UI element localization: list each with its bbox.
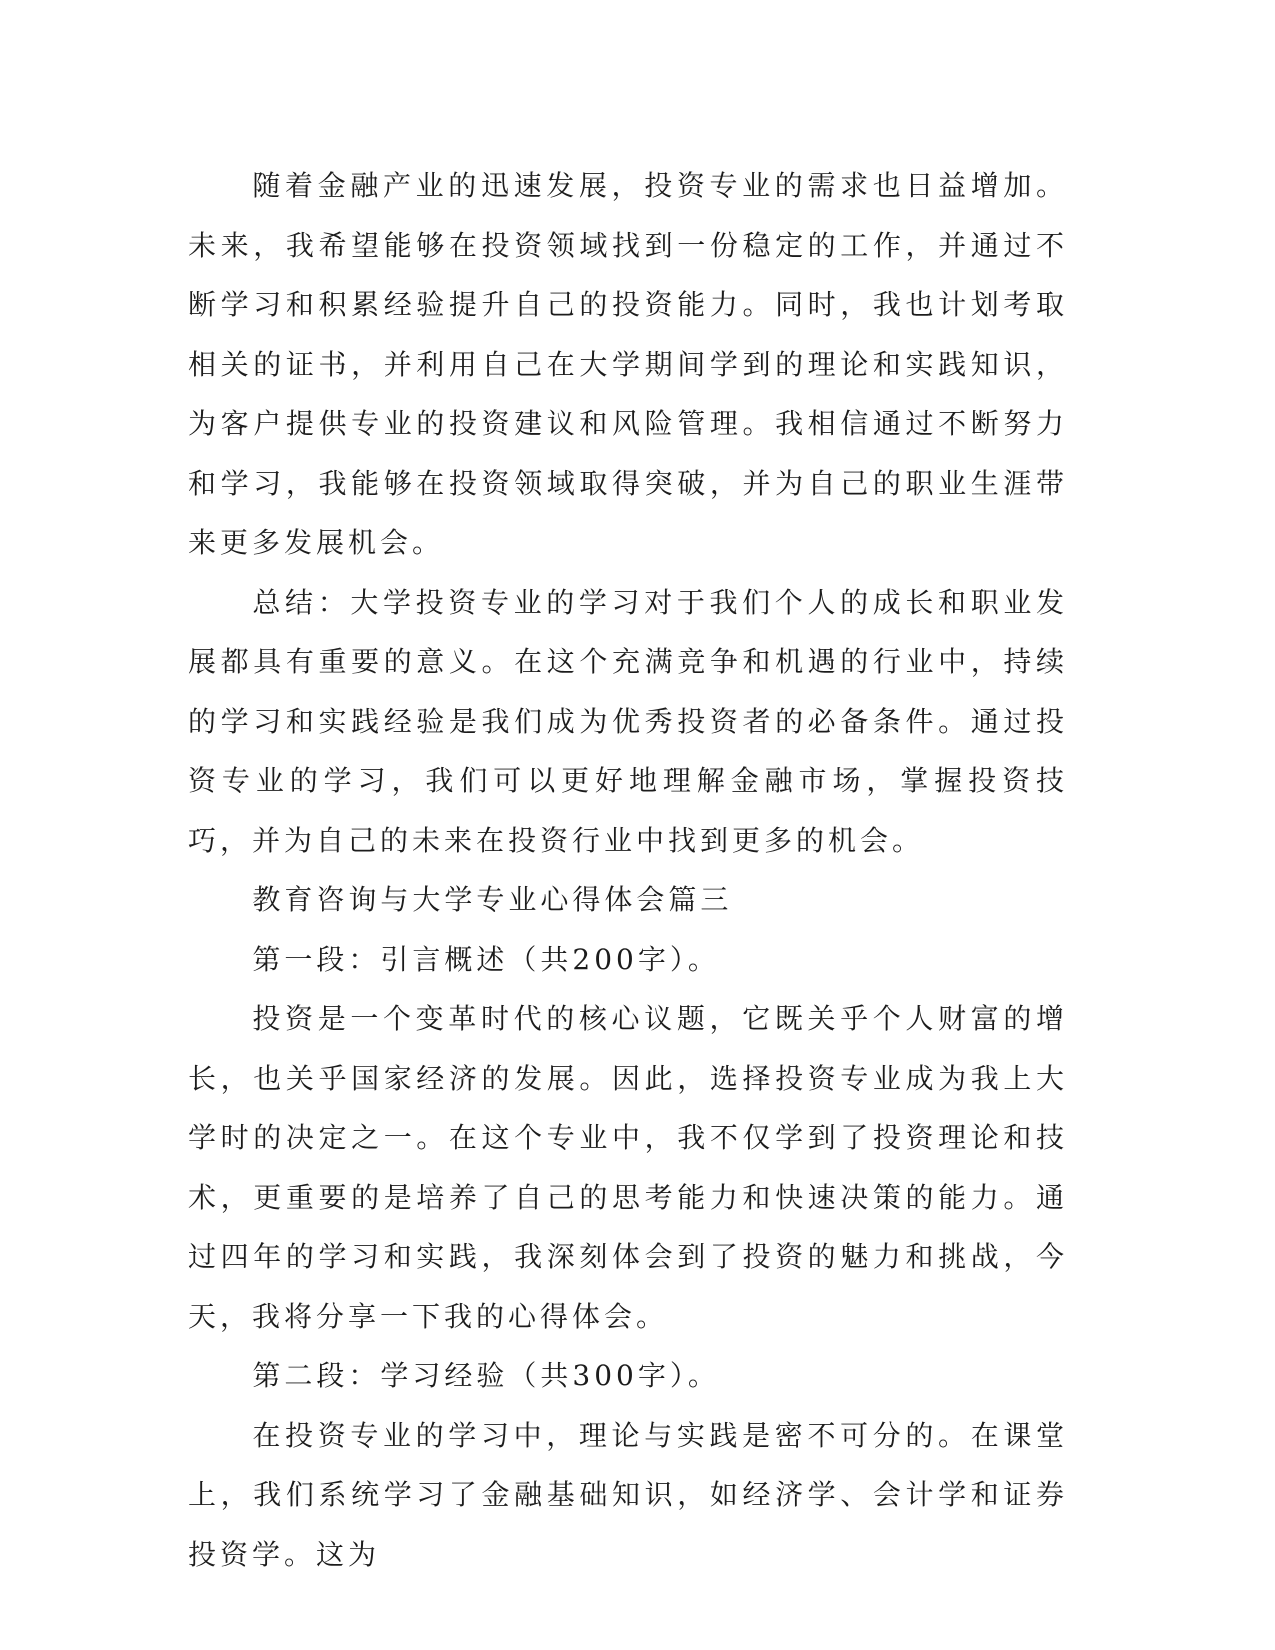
paragraph-learning-experience: 在投资专业的学习中，理论与实践是密不可分的。在课堂上，我们系统学习了金融基础知识，如经济学、会计学和证券投资学。这为 (188, 1418, 1068, 1571)
document-body (188, 156, 1068, 1584)
paragraph-introduction: 投资是一个变革时代的核心议题，它既关乎个人财富的增长，也关乎国家经济的发展。因此，选择投资专业成为我上大学时的决定之一。在这个专业中，我不仅学到了投资理论和技术，更重要的是培养了自己的思考能力和快速决策的能力。通过四年的学习和实践，我深刻体会到了投资的魅力和挑战，今天，我将分享一下我的心得体会。 (188, 1002, 1068, 1333)
section-heading-part-two: 第二段：学习经验（共300字）。 (252, 1359, 720, 1392)
paragraph-summary: 总结：大学投资专业的学习对于我们个人的成长和职业发展都具有重要的意义。在这个充满竞争和机遇的行业中，持续的学习和实践经验是我们成为优秀投资者的必备条件。通过投资专业的学习，我们可以更好地理解金融市场，掌握投资技巧，并为自己的未来在投资行业中找到更多的机会。 (188, 585, 1068, 857)
section-heading-part-one: 第一段：引言概述（共200字）。 (252, 942, 720, 976)
paragraph-career-plan: 随着金融产业的迅速发展，投资专业的需求也日益增加。未来，我希望能够在投资领域找到一份稳定的工作，并通过不断学习和积累经验提升自己的投资能力。同时，我也计划考取相关的证书，并利用自己在大学期间学到的理论和实践知识，为客户提供专业的投资建议和风险管理。我相信通过不断努力和学习，我能够在投资领域取得突破，并为自己的职业生涯带来更多发展机会。 (188, 169, 1068, 559)
section-title: 教育咨询与大学专业心得体会篇三 (252, 883, 733, 916)
